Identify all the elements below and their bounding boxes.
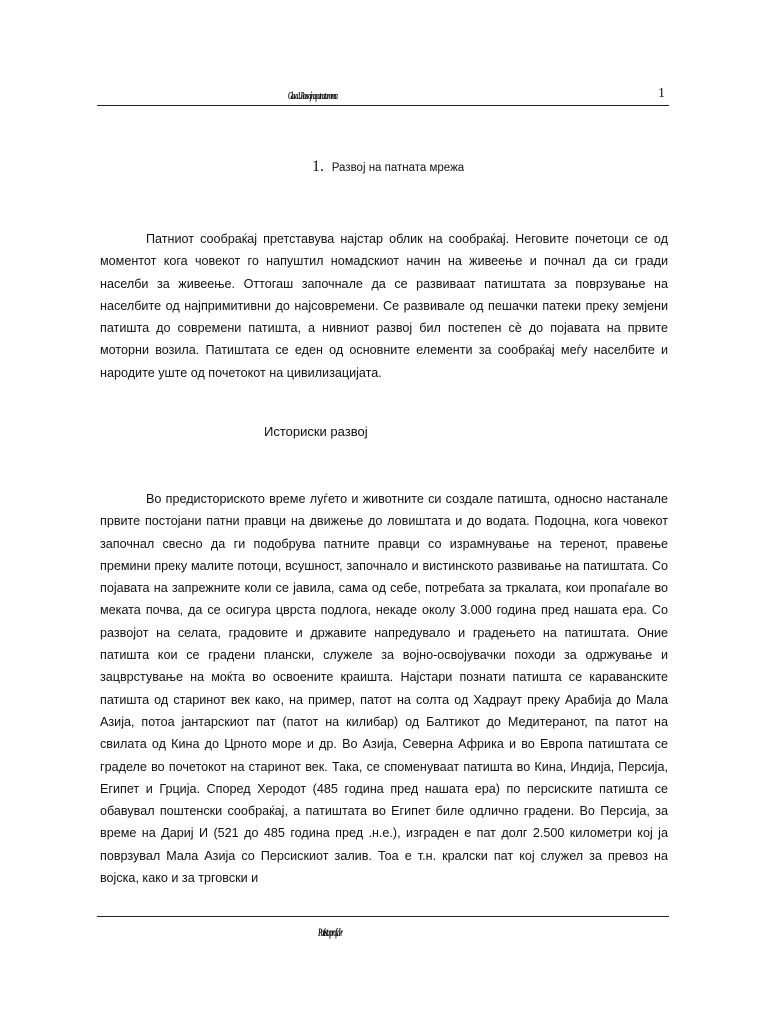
running-header: Glava 1. Razvoj na patnata mreza xyxy=(288,90,337,102)
section-title: Развој на патната мрежа xyxy=(331,162,465,174)
footer-rule xyxy=(97,916,669,917)
section-number: 1. xyxy=(312,158,324,175)
subheading: Историски развој xyxy=(264,424,368,439)
header-rule xyxy=(97,105,669,106)
page-number: 1 xyxy=(658,86,665,101)
history-paragraph: Во предисториското време луѓето и животните си создале патишта, односно настанале првите постојани патни правци на движење до ловиштата и до водата. Подоцна, кога човекот започнал свесно да ги подобрува патните правци со израмнување на теренот, правење премини преку малите потоци, всушност, започнало и вистинското развивање на патиштата. Со појавата на запрежните коли се јавила, сама од себе, потребата за тркалата, кои пропаѓале во меката почва, да се осигура цврста подлога, некаде околу 3.000 година пред нашата ера. Со развојот на селата, градовите и државите напредувало и градењето на патиштата. Оние патишта кои се градени плански, служеле за војно-освојувачки походи за одржување и зацврстување на моќта во освоените краишта. Најстари познати патишта се караванските патишта од старинот век како, на пример, патот на солта од Хадраут преку Арабија до Мала Азија, потоа јантарскиот пат (патот на килибар) од Балтикот до Медитеранот, па патот на свилата од Кина до Црното море и др. Во Азија, Северна Африка и во Европа патиштата се граделе во почетокот на старинот век. Така, се споменуваат патишта во Кина, Индија, Персија, Египет и Грција. Според Херодот (485 година пред нашата ера) по персиските патишта се обавувал поштенски сообраќај, а патиштата во Египет биле одлично градени. Во Персија, за време на Дариј И (521 до 485 година пред .н.е.), изграден е пат долг 2.500 километри кој ја поврзувал Мала Азија со Персискиот залив. Тоа е т.н. кралски пат кој служел за превоз на војска, како и за трговски и xyxy=(100,492,668,886)
intro-paragraph: Патниот сообраќај претставува најстар облик на сообраќај. Неговите почетоци се од моментот кога човекот го напуштил номадскиот начин на живеење и почнал да си гради населби за живеење. Оттогаш започнале да се развиваат патиштата за поврзување на населбите од најпримитивни до најсовремени. Се развивале од пешачки патеки преку земјени патишта до современи патишта, а нивниот развој бил постепен сѐ до појавата на првите моторни возила. Патиштата се еден од основните елементи за сообраќај меѓу населбите и народите уште од почетокот на цивилизацијата. xyxy=(100,232,668,380)
running-footer: Patista prof.d-r xyxy=(318,925,342,939)
section-heading xyxy=(312,158,464,176)
